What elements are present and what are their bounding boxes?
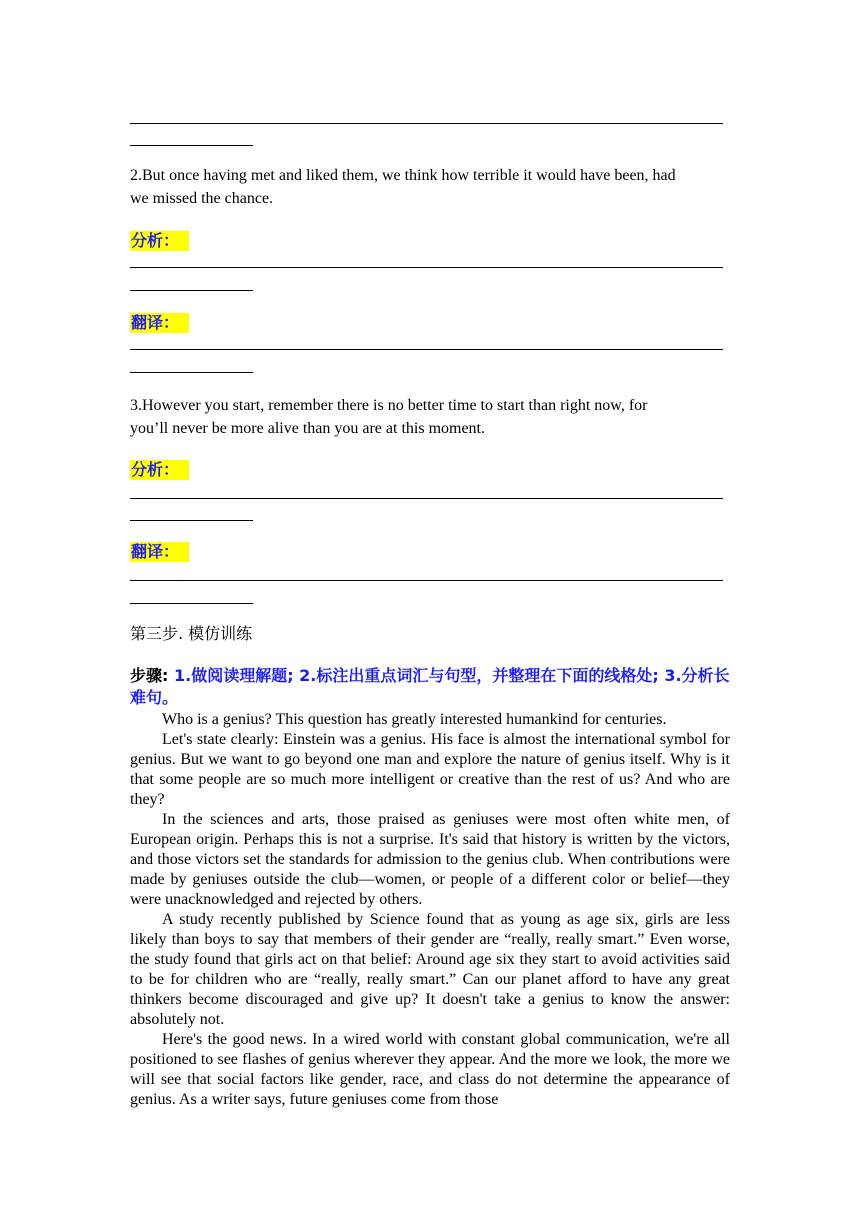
sentence-2-line-1 [130, 164, 676, 188]
passage-paragraph: Who is a genius? This question has greatly interested humankind for centuries. [162, 711, 667, 728]
answer-line[interactable] [130, 603, 253, 604]
section-heading: 第三步. 模仿训练 [130, 624, 253, 643]
analysis-label: 分析： [130, 460, 189, 480]
passage-paragraph: In the sciences and arts, those praised as geniuses were most often white men, of European origin. Perhaps this is not a surprise. It's said that history is written by the victors, and those victors set the standards for admission to the genius club. When contributions were made by geniuses outside the club—women, or people of a different color or belief—they were unacknowledged and rejected by others. [130, 811, 730, 908]
steps-prefix: 步骤: [130, 666, 169, 685]
translation-label: 翻译： [130, 542, 189, 562]
answer-line[interactable] [130, 520, 253, 521]
answer-line[interactable] [130, 123, 723, 124]
reading-passage [130, 710, 730, 1110]
answer-line[interactable] [130, 290, 253, 291]
sentence-number: 3. [130, 397, 142, 414]
sentence-number: 2. [130, 167, 142, 184]
answer-line[interactable] [130, 498, 723, 499]
answer-line[interactable] [130, 267, 723, 268]
passage-paragraph: Let's state clearly: Einstein was a genius. His face is almost the international symbol for genius. But we want to go beyond one man and explore the nature of genius itself. Why is it that some people are so much more intelligent or creative than the rest of us? And who are they? [130, 731, 730, 808]
translation-label: 翻译： [130, 313, 189, 333]
answer-line[interactable] [130, 372, 253, 373]
sentence-text: But once having met and liked them, we think how terrible it would have been, had [142, 167, 676, 184]
sentence-3-line-1 [130, 394, 647, 418]
analysis-label: 分析： [130, 231, 189, 251]
answer-line[interactable] [130, 349, 723, 350]
passage-paragraph: Here's the good news. In a wired world with constant global communication, we're all positioned to see flashes of genius wherever they appear. And the more we look, the more we will see that social factors like gender, race, and class do not determine the appearance of genius. As a writer says, future geniuses come from those [130, 1031, 730, 1108]
sentence-text: However you start, remember there is no better time to start than right now, for [142, 397, 648, 414]
sentence-3-line-2: you’ll never be more alive than you are at this moment. [130, 420, 485, 437]
answer-line[interactable] [130, 145, 253, 146]
steps-text: 1.做阅读理解题; 2.标注出重点词汇与句型，并整理在下面的线格处; 3.分析长难句。 [130, 666, 730, 707]
answer-line[interactable] [130, 580, 723, 581]
sentence-2-line-2: we missed the chance. [130, 190, 274, 207]
passage-paragraph: A study recently published by Science found that as young as age six, girls are less likely than boys to say that members of their gender are “really, really smart.” Even worse, the study found that girls act on that belief: Around age six they start to avoid activities said to be for children who are “really, really smart.” Can our planet afford to have any great thinkers become discouraged and give up? It doesn't take a genius to know the answer: absolutely not. [130, 911, 730, 1028]
steps-instructions [130, 665, 730, 709]
